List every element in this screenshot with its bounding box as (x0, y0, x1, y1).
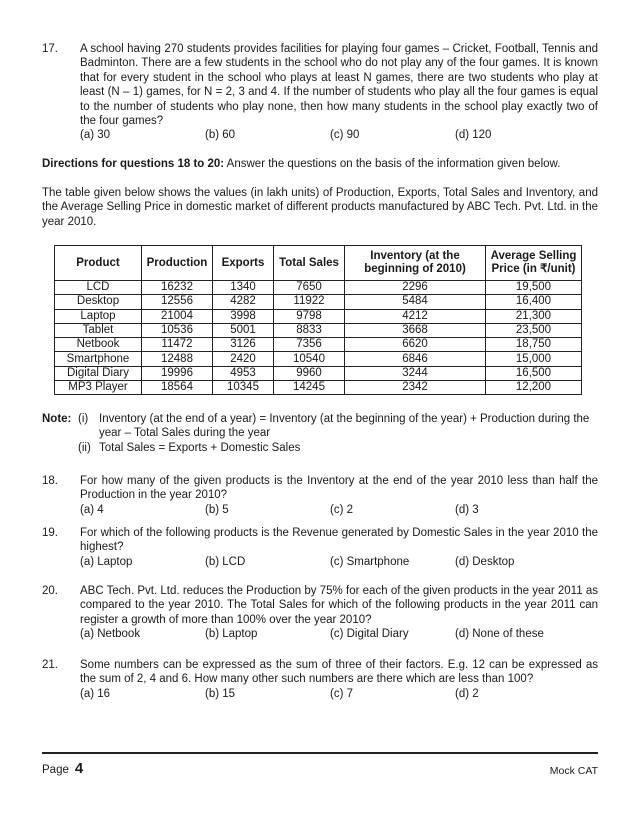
option-b: (b) Laptop (205, 628, 258, 641)
question-text: ABC Tech. Pvt. Ltd. reduces the Production by 75% for each of the given products in the year 2011 as compared to the year 2010. The Total Sales for which of the following products in the year 2011 can register a growth of more than 100% over the year 2010? (80, 585, 598, 626)
table-row (55, 381, 582, 395)
header-exports: Exports (213, 246, 274, 281)
table-row (55, 281, 582, 295)
cell-product: Laptop (55, 309, 142, 323)
question-21 (42, 658, 598, 701)
cell-product: Netbook (55, 338, 142, 352)
cell-avg-price: 16,500 (486, 366, 582, 380)
cell-exports: 3998 (213, 309, 274, 323)
cell-production: 11472 (142, 338, 213, 352)
option-a: (a) 16 (80, 687, 111, 700)
note-label: Note: (42, 413, 72, 425)
note-text: Total Sales = Exports + Domestic Sales (99, 441, 301, 454)
option-d: (d) 120 (455, 129, 492, 142)
header-inventory: Inventory (at the beginning of 2010) (345, 246, 486, 281)
note-item-1 (42, 412, 598, 441)
option-b: (b) LCD (205, 555, 246, 568)
cell-total-sales: 10540 (274, 352, 345, 366)
options (80, 503, 598, 517)
cell-inventory: 5484 (345, 295, 486, 309)
cell-avg-price: 16,400 (486, 295, 582, 309)
options (80, 627, 598, 641)
note-item-2 (42, 441, 598, 455)
question-number: 20. (42, 585, 58, 597)
cell-total-sales: 8833 (274, 323, 345, 337)
option-a: (a) Netbook (80, 628, 141, 641)
table-intro: The table given below shows the values (in lakh units) of Production, Exports, Total Sales and Inventory, and the Average Selling Price in domestic market of different products manufactured by ABC Tech. Pvt. Ltd. in the year 2010. (42, 187, 598, 228)
option-c: (c) 2 (330, 503, 353, 516)
question-18 (42, 474, 598, 517)
cell-exports: 3126 (213, 338, 274, 352)
table-row (55, 309, 582, 323)
option-c: (c) Smartphone (330, 555, 410, 568)
cell-production: 16232 (142, 281, 213, 295)
option-a: (a) 30 (80, 129, 111, 142)
option-a: (a) 4 (80, 503, 104, 516)
cell-production: 18564 (142, 381, 213, 395)
cell-exports: 4953 (213, 366, 274, 380)
page-number: 4 (74, 760, 84, 777)
cell-avg-price: 23,500 (486, 323, 582, 337)
cell-avg-price: 18,750 (486, 338, 582, 352)
header-total-sales: Total Sales (274, 246, 345, 281)
cell-total-sales: 9960 (274, 366, 345, 380)
table-row (55, 366, 582, 380)
question-text: For which of the following products is the Revenue generated by Domestic Sales in the year 2010 the highest? (80, 527, 598, 554)
table-header-row (55, 246, 582, 281)
option-d: (d) None of these (455, 628, 544, 641)
cell-inventory: 2342 (345, 381, 486, 395)
option-d: (d) 2 (455, 687, 479, 700)
question-text: A school having 270 students provides facilities for playing four games – Cricket, Football, Tennis and Badminton. There are a few students in the school who do not play any of the four games. It is known that for every student in the school who plays at least N games, there are two students who play at least (N – 1) games, for N = 2, 3 and 4. If the number of students who play all the four games is equal to the number of students who play none, then how many students in the school play exactly two of the four games? (80, 43, 598, 128)
cell-production: 21004 (142, 309, 213, 323)
table-row (55, 323, 582, 337)
option-b: (b) 60 (205, 129, 236, 142)
question-text: For how many of the given products is the Inventory at the end of the year 2010 less than half the Production in the year 2010? (80, 475, 598, 502)
cell-total-sales: 7650 (274, 281, 345, 295)
cell-inventory: 6846 (345, 352, 486, 366)
cell-exports: 10345 (213, 381, 274, 395)
cell-total-sales: 9798 (274, 309, 345, 323)
options (80, 687, 598, 701)
cell-avg-price: 12,200 (486, 381, 582, 395)
question-text: Some numbers can be expressed as the sum of three of their factors. E.g. 12 can be expressed as the sum of 2, 4 and 6. How many other such numbers are there which are less than 100? (80, 659, 598, 686)
cell-avg-price: 21,300 (486, 309, 582, 323)
cell-product: Digital Diary (55, 366, 142, 380)
cell-production: 19996 (142, 366, 213, 380)
cell-product: Desktop (55, 295, 142, 309)
question-number: 19. (42, 527, 58, 539)
header-avg-price: Average Selling Price (in ₹/unit) (486, 246, 582, 281)
cell-inventory: 4212 (345, 309, 486, 323)
footer-divider (42, 752, 598, 754)
directions-heading: Directions for questions 18 to 20: (42, 158, 225, 170)
note-roman: (i) (78, 413, 89, 425)
question-number: 17. (42, 43, 58, 55)
directions-text: Answer the questions on the basis of the information given below. (224, 158, 561, 170)
cell-inventory: 3244 (345, 366, 486, 380)
options (80, 128, 598, 142)
cell-total-sales: 11922 (274, 295, 345, 309)
option-a: (a) Laptop (80, 555, 133, 568)
page-label: Page (42, 764, 69, 776)
note-roman: (ii) (78, 441, 91, 454)
cell-avg-price: 15,000 (486, 352, 582, 366)
note-text: Inventory (at the end of a year) = Inventory (at the beginning of the year) + Production during the year – Total Sales during the year (99, 413, 590, 440)
option-b: (b) 15 (205, 687, 236, 700)
cell-production: 12488 (142, 352, 213, 366)
cell-product: LCD (55, 281, 142, 295)
table-row (55, 352, 582, 366)
directions (42, 157, 598, 171)
cell-product: Smartphone (55, 352, 142, 366)
option-d: (d) 3 (455, 503, 479, 516)
option-d: (d) Desktop (455, 555, 515, 568)
option-c: (c) 7 (330, 687, 353, 700)
data-table (54, 245, 582, 395)
table-row (55, 295, 582, 309)
cell-total-sales: 7356 (274, 338, 345, 352)
options (80, 555, 598, 569)
cell-inventory: 3668 (345, 323, 486, 337)
question-20 (42, 584, 598, 642)
option-c: (c) Digital Diary (330, 628, 409, 641)
cell-product: MP3 Player (55, 381, 142, 395)
page-number-label (42, 762, 83, 777)
table-row (55, 338, 582, 352)
option-b: (b) 5 (205, 503, 229, 516)
question-number: 18. (42, 475, 58, 487)
cell-product: Tablet (55, 323, 142, 337)
cell-avg-price: 19,500 (486, 281, 582, 295)
cell-total-sales: 14245 (274, 381, 345, 395)
option-c: (c) 90 (330, 129, 360, 142)
cell-exports: 1340 (213, 281, 274, 295)
question-17 (42, 42, 598, 143)
cell-inventory: 2296 (345, 281, 486, 295)
cell-exports: 4282 (213, 295, 274, 309)
cell-inventory: 6620 (345, 338, 486, 352)
cell-exports: 5001 (213, 323, 274, 337)
header-product: Product (55, 246, 142, 281)
header-production: Production (142, 246, 213, 281)
cell-production: 10536 (142, 323, 213, 337)
question-19 (42, 526, 598, 569)
note (42, 412, 598, 455)
footer-title: Mock CAT (549, 765, 598, 777)
cell-production: 12556 (142, 295, 213, 309)
question-number: 21. (42, 659, 58, 671)
cell-exports: 2420 (213, 352, 274, 366)
